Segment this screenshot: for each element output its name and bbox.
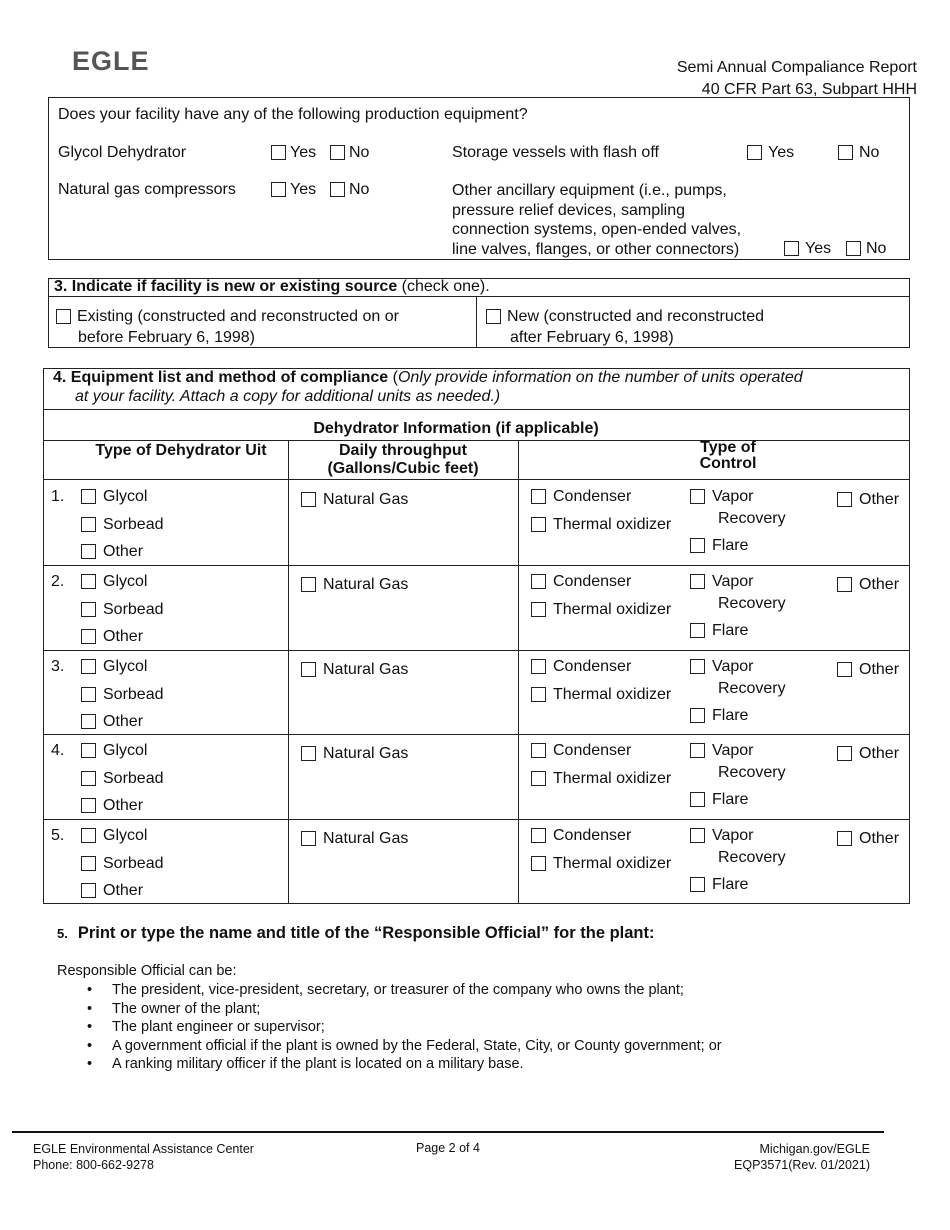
- thermal-oxidizer-checkbox[interactable]: [531, 602, 546, 617]
- natural-gas-checkbox[interactable]: [301, 492, 316, 507]
- type-glycol-option[interactable]: Glycol: [81, 827, 147, 845]
- glycol-yes-checkbox[interactable]: [271, 145, 286, 160]
- natural-gas-checkbox[interactable]: [301, 577, 316, 592]
- header-divider: [43, 479, 910, 480]
- compressors-label: Natural gas compressors: [58, 181, 236, 198]
- report-title-line: Semi Annual Compaliance Report: [676, 59, 917, 76]
- storage-vessels-label: Storage vessels with flash off: [452, 144, 659, 161]
- vapor-recovery-option[interactable]: Vapor: [690, 658, 754, 676]
- flare-checkbox[interactable]: [690, 538, 705, 553]
- flare-checkbox[interactable]: [690, 877, 705, 892]
- row-number: 4.: [51, 742, 65, 760]
- condenser-checkbox[interactable]: [531, 659, 546, 674]
- natural-gas-option[interactable]: Natural Gas: [301, 491, 408, 509]
- type-other-checkbox[interactable]: [81, 714, 96, 729]
- storage-yes-checkbox[interactable]: [747, 145, 762, 160]
- natural-gas-checkbox[interactable]: [301, 662, 316, 677]
- natural-gas-option[interactable]: Natural Gas: [301, 830, 408, 848]
- control-other-option[interactable]: Other: [837, 830, 899, 848]
- type-other-option[interactable]: Other: [81, 713, 143, 731]
- type-glycol-checkbox[interactable]: [81, 489, 96, 504]
- flare-option[interactable]: Flare: [690, 622, 748, 640]
- row-number: 1.: [51, 488, 65, 505]
- natural-gas-option[interactable]: Natural Gas: [301, 576, 408, 594]
- vapor-recovery-checkbox[interactable]: [690, 743, 705, 758]
- control-other-option[interactable]: Other: [837, 576, 899, 594]
- condenser-option[interactable]: Condenser: [531, 742, 631, 760]
- control-other-checkbox[interactable]: [837, 577, 852, 592]
- type-sorbead-option[interactable]: Sorbead: [81, 770, 164, 788]
- thermal-oxidizer-option[interactable]: Thermal oxidizer: [531, 601, 671, 619]
- list-item: • A ranking military officer if the plant is located on a military base.: [57, 1055, 917, 1074]
- type-other-checkbox[interactable]: [81, 883, 96, 898]
- type-sorbead-checkbox[interactable]: [81, 517, 96, 532]
- flare-option[interactable]: Flare: [690, 876, 748, 894]
- flare-checkbox[interactable]: [690, 708, 705, 723]
- vapor-recovery-option[interactable]: Vapor: [690, 827, 754, 845]
- type-sorbead-checkbox[interactable]: [81, 771, 96, 786]
- control-other-checkbox[interactable]: [837, 746, 852, 761]
- thermal-oxidizer-option[interactable]: Thermal oxidizer: [531, 686, 671, 704]
- control-other-checkbox[interactable]: [837, 831, 852, 846]
- glycol-dehydrator-label: Glycol Dehydrator: [58, 144, 187, 161]
- type-other-option[interactable]: Other: [81, 543, 143, 561]
- list-item: • A government official if the plant is owned by the Federal, State, City, or County government; or: [57, 1037, 917, 1056]
- responsible-official-list: [57, 981, 917, 1074]
- natural-gas-option[interactable]: Natural Gas: [301, 661, 408, 679]
- vapor-recovery-checkbox[interactable]: [690, 828, 705, 843]
- natural-gas-checkbox[interactable]: [301, 746, 316, 761]
- compressors-no-checkbox[interactable]: [330, 182, 345, 197]
- section4-title-divider: [43, 409, 910, 410]
- type-glycol-checkbox[interactable]: [81, 828, 96, 843]
- condenser-option[interactable]: Condenser: [531, 827, 631, 845]
- thermal-oxidizer-checkbox[interactable]: [531, 856, 546, 871]
- row-divider: [43, 565, 910, 566]
- table-title-divider: [43, 440, 910, 441]
- egle-logo: [72, 46, 152, 79]
- section5-number: 5.: [57, 926, 68, 941]
- type-sorbead-checkbox[interactable]: [81, 687, 96, 702]
- vapor-recovery-option[interactable]: Vapor: [690, 742, 754, 760]
- section3-title: 3. Indicate if facility is new or existing source (check one).: [54, 278, 490, 295]
- equipment-question: Does your facility have any of the following production equipment?: [58, 106, 528, 123]
- thermal-oxidizer-option[interactable]: Thermal oxidizer: [531, 855, 671, 873]
- type-sorbead-option[interactable]: Sorbead: [81, 855, 164, 873]
- existing-source-checkbox[interactable]: [56, 309, 71, 324]
- ancillary-no-option[interactable]: No: [846, 240, 886, 258]
- type-glycol-checkbox[interactable]: [81, 743, 96, 758]
- ancillary-label: Other ancillary equipment (i.e., pumps, pressure relief devices, sampling connection systems, open-ended valves, line valves, flanges, or other connectors): [452, 182, 742, 258]
- type-glycol-checkbox[interactable]: [81, 574, 96, 589]
- type-sorbead-option[interactable]: Sorbead: [81, 516, 164, 534]
- type-sorbead-checkbox[interactable]: [81, 856, 96, 871]
- type-glycol-option[interactable]: Glycol: [81, 573, 147, 591]
- condenser-option[interactable]: Condenser: [531, 658, 631, 676]
- condenser-option[interactable]: Condenser: [531, 488, 631, 506]
- control-other-option[interactable]: Other: [837, 661, 899, 679]
- recovery-label: Recovery: [718, 679, 786, 697]
- condenser-option[interactable]: Condenser: [531, 573, 631, 591]
- recovery-label: Recovery: [718, 849, 786, 867]
- type-glycol-option[interactable]: Glycol: [81, 658, 147, 676]
- vapor-recovery-checkbox[interactable]: [690, 659, 705, 674]
- type-other-option[interactable]: Other: [81, 628, 143, 646]
- thermal-oxidizer-checkbox[interactable]: [531, 687, 546, 702]
- footer-page: Page 2 of 4: [416, 1141, 480, 1155]
- list-item: • The plant engineer or supervisor;: [57, 1018, 917, 1037]
- vapor-recovery-checkbox[interactable]: [690, 489, 705, 504]
- row-number: 2.: [51, 572, 65, 590]
- report-title: [677, 57, 917, 101]
- ancillary-yes-checkbox[interactable]: [784, 241, 799, 256]
- type-sorbead-checkbox[interactable]: [81, 602, 96, 617]
- flare-checkbox[interactable]: [690, 792, 705, 807]
- row-divider: [43, 734, 910, 735]
- condenser-checkbox[interactable]: [531, 828, 546, 843]
- type-other-checkbox[interactable]: [81, 544, 96, 559]
- type-other-checkbox[interactable]: [81, 798, 96, 813]
- condenser-checkbox[interactable]: [531, 489, 546, 504]
- type-sorbead-option[interactable]: Sorbead: [81, 686, 164, 704]
- recovery-label: Recovery: [718, 764, 786, 782]
- natural-gas-option[interactable]: Natural Gas: [301, 745, 408, 763]
- storage-no-option[interactable]: No: [838, 144, 879, 162]
- type-glycol-option[interactable]: Glycol: [81, 742, 147, 760]
- new-source-option[interactable]: New (constructed and reconstructed after February 6, 1998): [486, 306, 764, 348]
- footer-rule: [12, 1131, 884, 1133]
- list-item: • The president, vice-president, secretary, or treasurer of the company who owns the plant;: [57, 981, 917, 1000]
- col-divider-1: [288, 440, 289, 904]
- new-source-checkbox[interactable]: [486, 309, 501, 324]
- logo-text: EGLE: [72, 46, 150, 74]
- type-other-option[interactable]: Other: [81, 882, 143, 900]
- condenser-checkbox[interactable]: [531, 743, 546, 758]
- control-other-option[interactable]: Other: [837, 745, 899, 763]
- section4-title: 4. Equipment list and method of compliance (Only provide information on the number of units operated at your facility. Attach a copy for additional units as needed.): [53, 369, 803, 405]
- control-other-checkbox[interactable]: [837, 662, 852, 677]
- ancillary-no-checkbox[interactable]: [846, 241, 861, 256]
- thermal-oxidizer-option[interactable]: Thermal oxidizer: [531, 516, 671, 534]
- dehydrator-table-title: Dehydrator Information (if applicable): [313, 420, 599, 437]
- control-other-checkbox[interactable]: [837, 492, 852, 507]
- footer-left: [33, 1141, 254, 1173]
- type-glycol-option[interactable]: Glycol: [81, 488, 147, 506]
- list-item: • The owner of the plant;: [57, 1000, 917, 1019]
- vapor-recovery-checkbox[interactable]: [690, 574, 705, 589]
- row-number: 5.: [51, 827, 65, 845]
- flare-option[interactable]: Flare: [690, 791, 748, 809]
- section3-col-divider: [476, 296, 477, 348]
- type-glycol-checkbox[interactable]: [81, 659, 96, 674]
- type-other-checkbox[interactable]: [81, 629, 96, 644]
- flare-option[interactable]: Flare: [690, 537, 748, 555]
- glycol-no-option[interactable]: No: [330, 144, 369, 162]
- control-other-option[interactable]: Other: [837, 491, 899, 509]
- footer-org: EGLE Environmental Assistance Center: [33, 1142, 254, 1156]
- flare-checkbox[interactable]: [690, 623, 705, 638]
- compressors-no-option[interactable]: No: [330, 181, 369, 199]
- col-header-type: Type of Dehydrator Uit: [95, 442, 267, 459]
- thermal-oxidizer-option[interactable]: Thermal oxidizer: [531, 770, 671, 788]
- condenser-checkbox[interactable]: [531, 574, 546, 589]
- flare-option[interactable]: Flare: [690, 707, 748, 725]
- col-header-throughput: Daily throughput (Gallons/Cubic feet): [327, 442, 479, 477]
- recovery-label: Recovery: [718, 510, 786, 527]
- storage-no-checkbox[interactable]: [838, 145, 853, 160]
- glycol-no-checkbox[interactable]: [330, 145, 345, 160]
- responsible-official-intro: Responsible Official can be:: [57, 963, 237, 979]
- row-number: 3.: [51, 657, 65, 675]
- storage-yes-option[interactable]: Yes: [747, 144, 794, 162]
- row-divider: [43, 819, 910, 820]
- footer-right: [734, 1141, 870, 1173]
- type-sorbead-option[interactable]: Sorbead: [81, 601, 164, 619]
- thermal-oxidizer-checkbox[interactable]: [531, 517, 546, 532]
- section3-divider: [48, 296, 910, 297]
- thermal-oxidizer-checkbox[interactable]: [531, 771, 546, 786]
- type-other-option[interactable]: Other: [81, 797, 143, 815]
- section5-title: 5. Print or type the name and title of the “Responsible Official” for the plant:: [57, 924, 655, 942]
- compressors-yes-option[interactable]: Yes: [271, 181, 316, 199]
- ancillary-yes-option[interactable]: Yes: [784, 240, 831, 258]
- footer-site: Michigan.gov/EGLE: [759, 1142, 870, 1156]
- col-divider-2: [518, 440, 519, 904]
- vapor-recovery-option[interactable]: Vapor: [690, 573, 754, 591]
- glycol-yes-option[interactable]: Yes: [271, 144, 316, 162]
- col-header-control: Type of Control: [699, 439, 757, 472]
- natural-gas-checkbox[interactable]: [301, 831, 316, 846]
- footer-phone: Phone: 800-662-9278: [33, 1158, 154, 1172]
- report-subtitle: 40 CFR Part 63, Subpart HHH: [701, 81, 917, 98]
- vapor-recovery-option[interactable]: Vapor: [690, 488, 754, 506]
- compressors-yes-checkbox[interactable]: [271, 182, 286, 197]
- footer-form: EQP3571(Rev. 01/2021): [734, 1158, 870, 1172]
- row-divider: [43, 650, 910, 651]
- existing-source-option[interactable]: Existing (constructed and reconstructed on or before February 6, 1998): [56, 306, 399, 348]
- recovery-label: Recovery: [718, 594, 786, 612]
- egle-logo-graphic: [72, 46, 152, 74]
